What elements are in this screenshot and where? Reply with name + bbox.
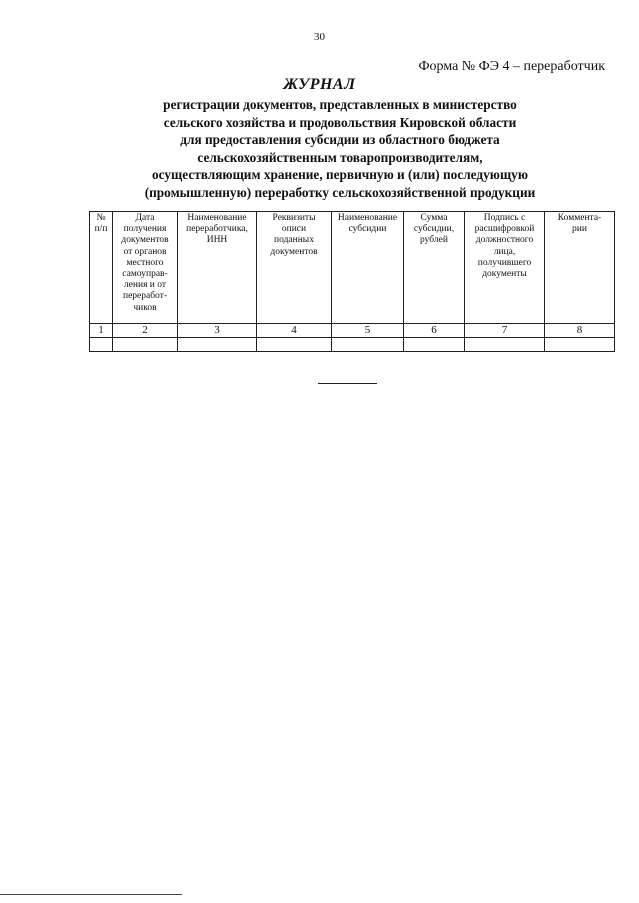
subtitle-line: сельскохозяйственным товаропроизводителям, [197, 149, 483, 165]
table-cell [545, 338, 615, 352]
subtitle-line: регистрации документов, представленных в министерство [163, 97, 517, 112]
form-label: Форма № ФЭ 4 – переработчик [418, 59, 605, 74]
column-number-cell: 8 [545, 324, 615, 338]
journal-table [89, 211, 615, 352]
column-number-cell: 1 [90, 324, 113, 338]
subtitle-line: для предоставления субсидии из областного бюджета [180, 132, 500, 147]
header-cell-number: № п/п [90, 212, 113, 324]
header-cell-processor: Наименование переработчика, ИНН [178, 212, 257, 324]
table-row [90, 338, 615, 352]
column-number-cell: 7 [465, 324, 545, 338]
column-number-cell: 6 [404, 324, 465, 338]
table-cell [90, 338, 113, 352]
header-cell-date: Дата получения документов от органов местного самоуправ- ления и от переработ- чиков [113, 212, 178, 324]
header-cell-signature: Подпись с расшифровкой должностного лица, получившего документы [465, 212, 545, 324]
table-header-row [90, 212, 615, 324]
subtitle-line: (промышленную) переработку сельскохозяйственной продукции [144, 184, 536, 200]
header-cell-subsidy-amount: Сумма субсидии, рублей [404, 212, 465, 324]
table-cell [257, 338, 332, 352]
subtitle-line: осуществляющим хранение, первичную и (или) последующую [152, 167, 528, 182]
header-cell-requisites: Реквизиты описи поданных документов [257, 212, 332, 324]
document-title: ЖУРНАЛ [283, 76, 356, 93]
table-cell [465, 338, 545, 352]
page-number: 30 [314, 31, 325, 43]
header-cell-comments: Коммента- рии [545, 212, 615, 324]
column-number-cell: 4 [257, 324, 332, 338]
column-number-cell: 5 [332, 324, 404, 338]
table-cell [113, 338, 178, 352]
table-cell [404, 338, 465, 352]
header-cell-subsidy-name: Наименование субсидии [332, 212, 404, 324]
end-separator-line [318, 383, 377, 384]
column-number-cell: 3 [178, 324, 257, 338]
table-cell [332, 338, 404, 352]
subtitle-line: сельского хозяйства и продовольствия Кировской области [163, 114, 517, 130]
column-number-cell: 2 [113, 324, 178, 338]
document-subtitle [90, 96, 590, 201]
table-column-number-row [90, 324, 615, 338]
footer-rule [0, 894, 182, 895]
table-cell [178, 338, 257, 352]
